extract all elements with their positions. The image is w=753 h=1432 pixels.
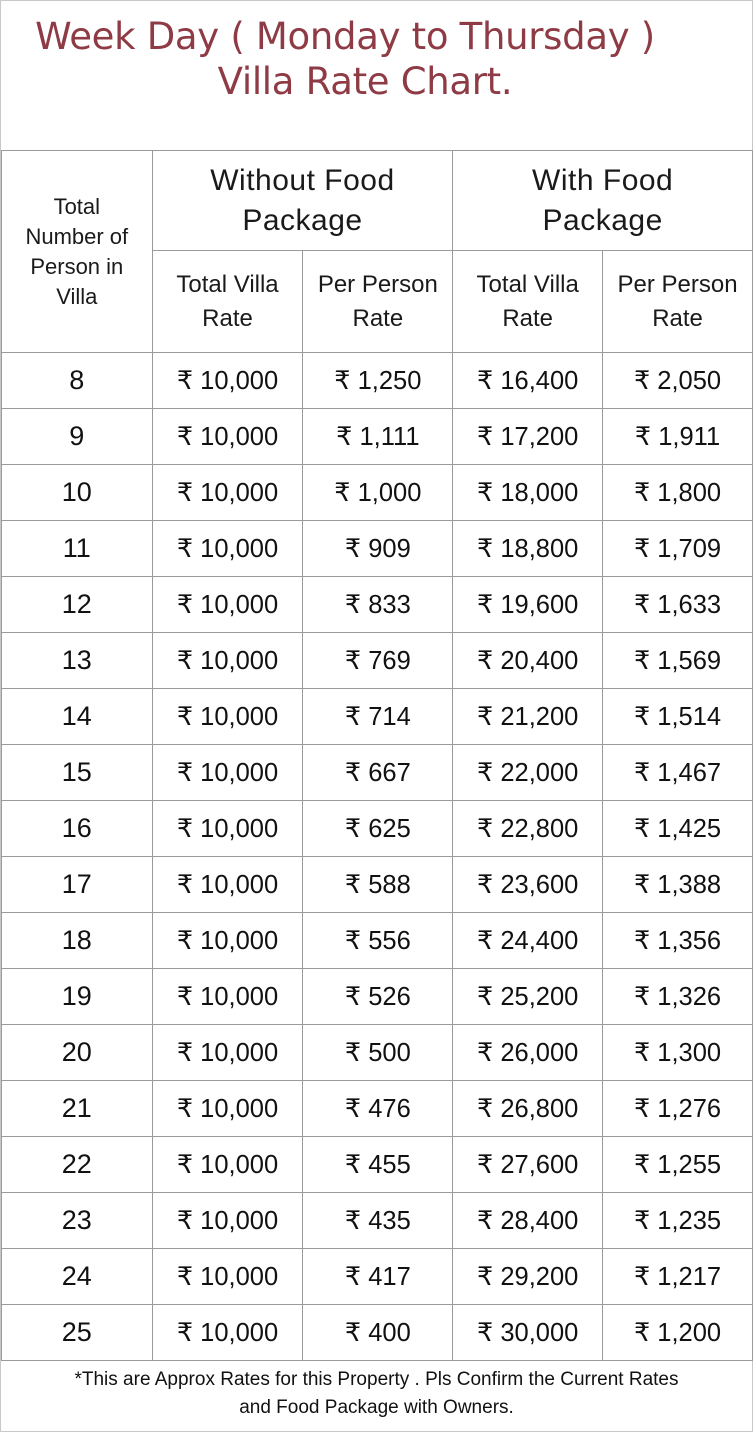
without-food-per-person-cell: ₹ 714 xyxy=(303,689,453,745)
with-food-per-person-cell: ₹ 1,514 xyxy=(603,689,753,745)
header-without-food-total-villa-rate: Total Villa Rate xyxy=(152,251,303,353)
without-food-per-person-cell: ₹ 625 xyxy=(303,801,453,857)
title-line-1: Week Day ( Monday to Thursday ) xyxy=(35,15,655,58)
without-food-total-cell: ₹ 10,000 xyxy=(152,1305,303,1361)
table-row xyxy=(2,353,753,409)
with-food-total-cell: ₹ 22,000 xyxy=(453,745,603,801)
with-food-per-person-cell: ₹ 1,467 xyxy=(603,745,753,801)
without-food-total-cell: ₹ 10,000 xyxy=(152,913,303,969)
persons-cell: 25 xyxy=(2,1305,153,1361)
without-food-total-cell: ₹ 10,000 xyxy=(152,1081,303,1137)
with-food-per-person-cell: ₹ 1,235 xyxy=(603,1193,753,1249)
table-row xyxy=(2,1025,753,1081)
without-food-total-cell: ₹ 10,000 xyxy=(152,689,303,745)
table-row xyxy=(2,1137,753,1193)
without-food-total-cell: ₹ 10,000 xyxy=(152,1249,303,1305)
page-title xyxy=(0,14,690,104)
without-food-per-person-cell: ₹ 476 xyxy=(303,1081,453,1137)
without-food-per-person-cell: ₹ 833 xyxy=(303,577,453,633)
table-row xyxy=(2,1193,753,1249)
header-with-food: With Food Package xyxy=(453,151,753,251)
with-food-per-person-cell: ₹ 1,425 xyxy=(603,801,753,857)
with-food-per-person-cell: ₹ 1,255 xyxy=(603,1137,753,1193)
without-food-total-cell: ₹ 10,000 xyxy=(152,745,303,801)
without-food-total-cell: ₹ 10,000 xyxy=(152,409,303,465)
persons-cell: 20 xyxy=(2,1025,153,1081)
with-food-per-person-cell: ₹ 2,050 xyxy=(603,353,753,409)
with-food-per-person-cell: ₹ 1,388 xyxy=(603,857,753,913)
without-food-total-cell: ₹ 10,000 xyxy=(152,521,303,577)
with-food-total-cell: ₹ 26,800 xyxy=(453,1081,603,1137)
without-food-per-person-cell: ₹ 526 xyxy=(303,969,453,1025)
with-food-total-cell: ₹ 22,800 xyxy=(453,801,603,857)
table-row xyxy=(2,913,753,969)
without-food-per-person-cell: ₹ 556 xyxy=(303,913,453,969)
without-food-per-person-cell: ₹ 455 xyxy=(303,1137,453,1193)
table-row xyxy=(2,1305,753,1361)
persons-cell: 12 xyxy=(2,577,153,633)
persons-cell: 24 xyxy=(2,1249,153,1305)
without-food-per-person-cell: ₹ 1,000 xyxy=(303,465,453,521)
header-persons: Total Number of Person in Villa xyxy=(2,151,153,353)
without-food-per-person-cell: ₹ 1,111 xyxy=(303,409,453,465)
without-food-per-person-cell: ₹ 769 xyxy=(303,633,453,689)
persons-cell: 15 xyxy=(2,745,153,801)
with-food-per-person-cell: ₹ 1,633 xyxy=(603,577,753,633)
with-food-total-cell: ₹ 21,200 xyxy=(453,689,603,745)
with-food-total-cell: ₹ 18,000 xyxy=(453,465,603,521)
with-food-total-cell: ₹ 17,200 xyxy=(453,409,603,465)
table-row xyxy=(2,745,753,801)
header-without-food: Without Food Package xyxy=(152,151,453,251)
header-without-food-per-person-rate: Per Person Rate xyxy=(303,251,453,353)
with-food-total-cell: ₹ 16,400 xyxy=(453,353,603,409)
table-row xyxy=(2,633,753,689)
without-food-per-person-cell: ₹ 400 xyxy=(303,1305,453,1361)
persons-cell: 8 xyxy=(2,353,153,409)
without-food-per-person-cell: ₹ 435 xyxy=(303,1193,453,1249)
rate-table xyxy=(1,150,753,1361)
with-food-total-cell: ₹ 18,800 xyxy=(453,521,603,577)
table-row xyxy=(2,801,753,857)
persons-cell: 22 xyxy=(2,1137,153,1193)
without-food-total-cell: ₹ 10,000 xyxy=(152,969,303,1025)
table-row xyxy=(2,1249,753,1305)
with-food-per-person-cell: ₹ 1,200 xyxy=(603,1305,753,1361)
disclaimer-line-2: and Food Package with Owners. xyxy=(239,1397,514,1418)
table-row xyxy=(2,969,753,1025)
with-food-total-cell: ₹ 25,200 xyxy=(453,969,603,1025)
without-food-total-cell: ₹ 10,000 xyxy=(152,633,303,689)
persons-cell: 10 xyxy=(2,465,153,521)
table-row xyxy=(2,857,753,913)
with-food-per-person-cell: ₹ 1,911 xyxy=(603,409,753,465)
title-line-2: Villa Rate Chart. xyxy=(217,60,513,103)
table-row xyxy=(2,465,753,521)
with-food-total-cell: ₹ 30,000 xyxy=(453,1305,603,1361)
disclaimer-note xyxy=(0,1366,753,1422)
with-food-total-cell: ₹ 24,400 xyxy=(453,913,603,969)
without-food-per-person-cell: ₹ 909 xyxy=(303,521,453,577)
with-food-per-person-cell: ₹ 1,800 xyxy=(603,465,753,521)
with-food-per-person-cell: ₹ 1,326 xyxy=(603,969,753,1025)
with-food-per-person-cell: ₹ 1,356 xyxy=(603,913,753,969)
without-food-total-cell: ₹ 10,000 xyxy=(152,1025,303,1081)
with-food-total-cell: ₹ 23,600 xyxy=(453,857,603,913)
header-with-food-total-villa-rate: Total Villa Rate xyxy=(453,251,603,353)
without-food-total-cell: ₹ 10,000 xyxy=(152,465,303,521)
with-food-total-cell: ₹ 19,600 xyxy=(453,577,603,633)
with-food-total-cell: ₹ 28,400 xyxy=(453,1193,603,1249)
with-food-total-cell: ₹ 26,000 xyxy=(453,1025,603,1081)
without-food-per-person-cell: ₹ 417 xyxy=(303,1249,453,1305)
disclaimer-line-1: *This are Approx Rates for this Property . Pls Confirm the Current Rates xyxy=(74,1369,679,1390)
without-food-total-cell: ₹ 10,000 xyxy=(152,801,303,857)
without-food-per-person-cell: ₹ 667 xyxy=(303,745,453,801)
persons-cell: 16 xyxy=(2,801,153,857)
without-food-total-cell: ₹ 10,000 xyxy=(152,1193,303,1249)
persons-cell: 11 xyxy=(2,521,153,577)
without-food-per-person-cell: ₹ 500 xyxy=(303,1025,453,1081)
without-food-per-person-cell: ₹ 588 xyxy=(303,857,453,913)
table-row xyxy=(2,1081,753,1137)
persons-cell: 17 xyxy=(2,857,153,913)
persons-cell: 19 xyxy=(2,969,153,1025)
table-row xyxy=(2,409,753,465)
persons-cell: 21 xyxy=(2,1081,153,1137)
without-food-total-cell: ₹ 10,000 xyxy=(152,353,303,409)
with-food-per-person-cell: ₹ 1,300 xyxy=(603,1025,753,1081)
with-food-per-person-cell: ₹ 1,276 xyxy=(603,1081,753,1137)
with-food-total-cell: ₹ 29,200 xyxy=(453,1249,603,1305)
without-food-total-cell: ₹ 10,000 xyxy=(152,577,303,633)
with-food-per-person-cell: ₹ 1,217 xyxy=(603,1249,753,1305)
header-with-food-per-person-rate: Per Person Rate xyxy=(603,251,753,353)
persons-cell: 9 xyxy=(2,409,153,465)
table-row xyxy=(2,689,753,745)
without-food-total-cell: ₹ 10,000 xyxy=(152,1137,303,1193)
without-food-per-person-cell: ₹ 1,250 xyxy=(303,353,453,409)
persons-cell: 13 xyxy=(2,633,153,689)
persons-cell: 23 xyxy=(2,1193,153,1249)
persons-cell: 18 xyxy=(2,913,153,969)
with-food-total-cell: ₹ 27,600 xyxy=(453,1137,603,1193)
without-food-total-cell: ₹ 10,000 xyxy=(152,857,303,913)
table-row xyxy=(2,521,753,577)
with-food-total-cell: ₹ 20,400 xyxy=(453,633,603,689)
with-food-per-person-cell: ₹ 1,709 xyxy=(603,521,753,577)
persons-cell: 14 xyxy=(2,689,153,745)
table-row xyxy=(2,577,753,633)
with-food-per-person-cell: ₹ 1,569 xyxy=(603,633,753,689)
